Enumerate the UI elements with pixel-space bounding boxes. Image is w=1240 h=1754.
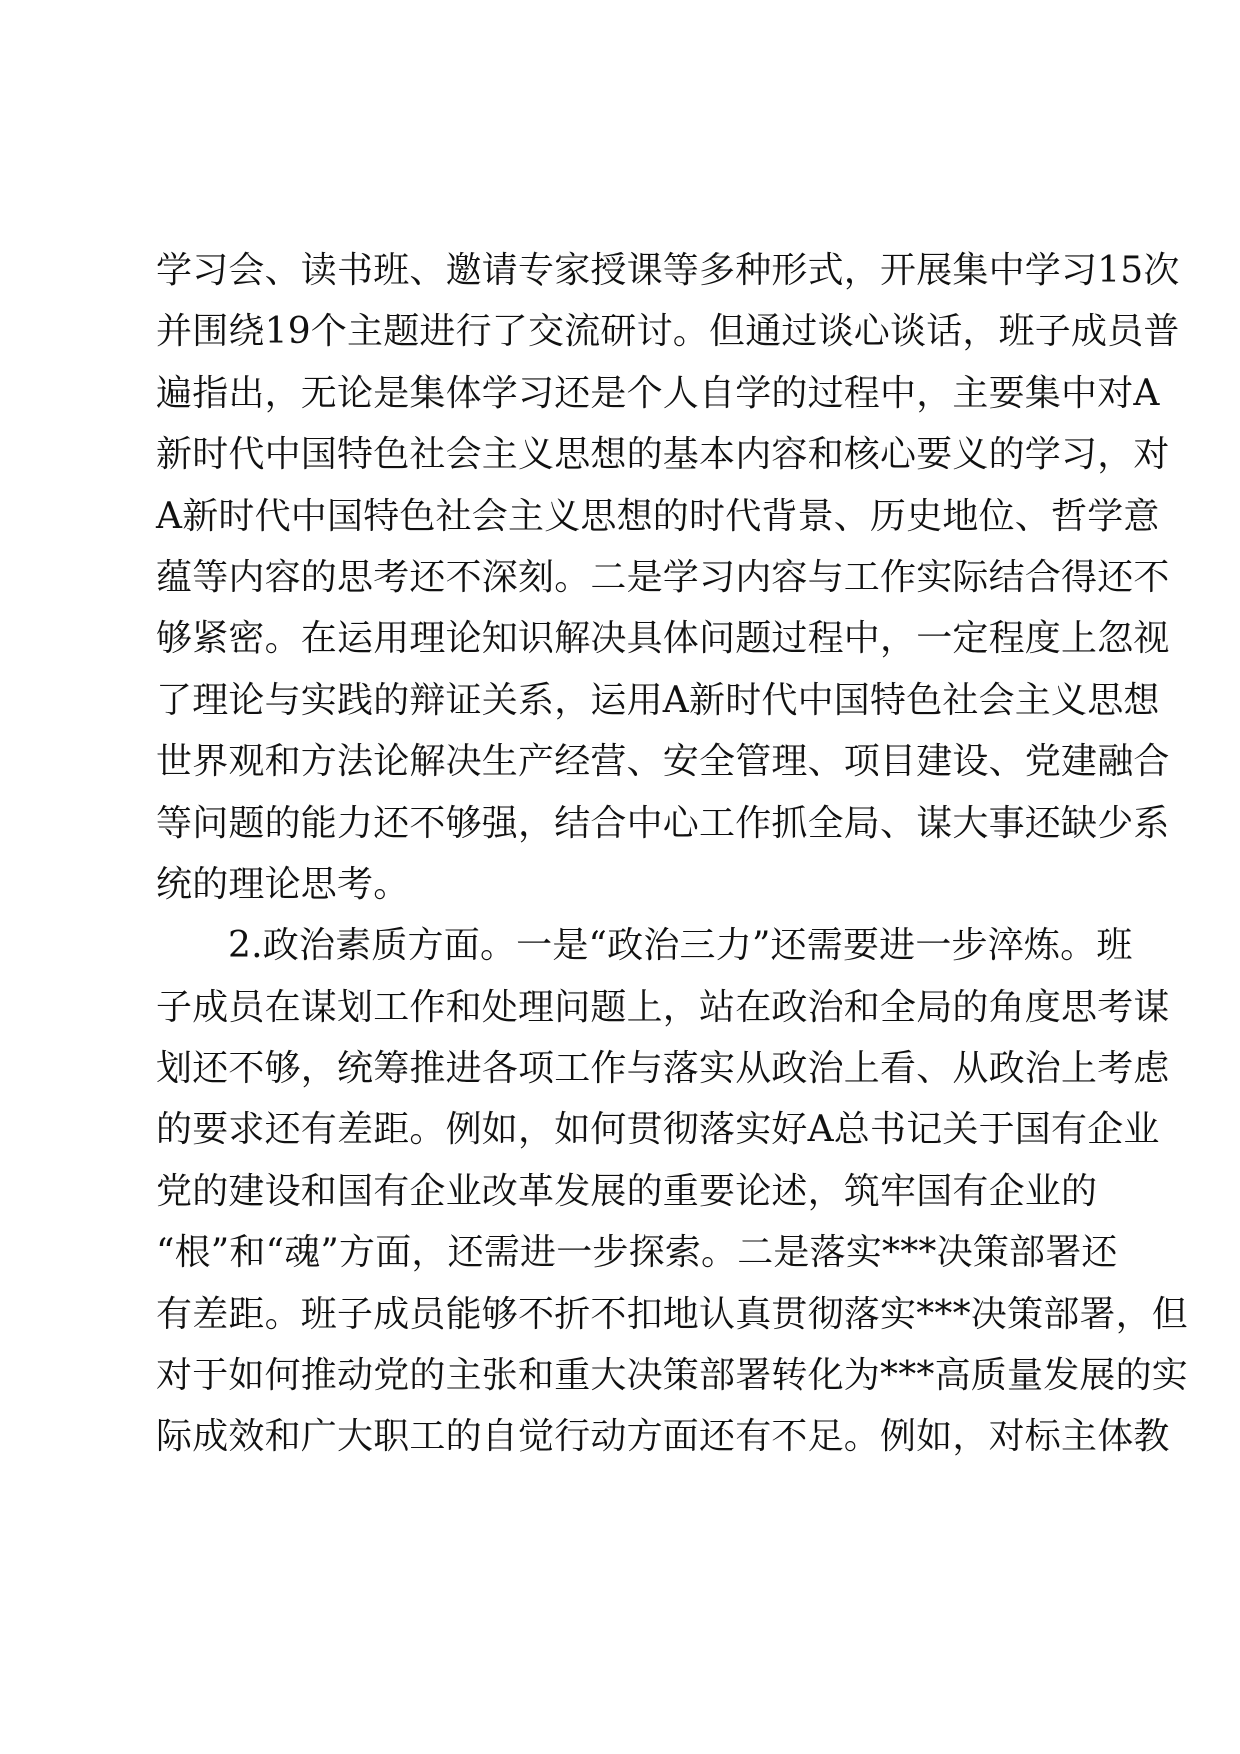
text-line-7: 够紧密。在运用理论知识解决具体问题过程中，一定程度上忽视 — [156, 618, 1170, 660]
text-line-13: 子成员在谋划工作和处理问题上，站在政治和全局的角度思考谋 — [156, 986, 1170, 1028]
text-line-20: 际成效和广大职工的自觉行动方面还有不足。例如，对标主体教 — [156, 1416, 1170, 1458]
text-line-8: 了理论与实践的辩证关系，运用A新时代中国特色社会主义思想 — [156, 679, 1160, 721]
text-line-17: “根”和“魂”方面，还需进一步探索。二是落实***决策部署还 — [156, 1232, 1118, 1274]
text-line-6: 蕴等内容的思考还不深刻。二是学习内容与工作实际结合得还不 — [156, 556, 1170, 598]
paragraph-heading-political: 2.政治素质方面。一是“政治三力”还需要进一步淬炼。班 — [228, 925, 1133, 967]
text-line-18: 有差距。班子成员能够不折不扣地认真贯彻落实***决策部署，但 — [156, 1293, 1189, 1335]
text-line-2: 并围绕19个主题进行了交流研讨。但通过谈心谈话，班子成员普 — [156, 311, 1180, 353]
body-text — [156, 240, 1226, 1468]
text-line-3: 遍指出，无论是集体学习还是个人自学的过程中，主要集中对A — [156, 372, 1160, 414]
text-line-15: 的要求还有差距。例如，如何贯彻落实好A总书记关于国有企业 — [156, 1109, 1160, 1151]
text-line-5: A新时代中国特色社会主义思想的时代背景、历史地位、哲学意 — [156, 495, 1160, 537]
text-line-11: 统的理论思考。 — [156, 863, 410, 905]
text-line-19: 对于如何推动党的主张和重大决策部署转化为***高质量发展的实 — [156, 1355, 1189, 1397]
text-line-1: 学习会、读书班、邀请专家授课等多种形式，开展集中学习15次 — [156, 250, 1180, 291]
text-line-14: 划还不够，统筹推进各项工作与落实从政治上看、从政治上考虑 — [156, 1048, 1170, 1090]
text-line-10: 等问题的能力还不够强，结合中心工作抓全局、谋大事还缺少系 — [156, 802, 1170, 844]
text-line-16: 党的建设和国有企业改革发展的重要论述，筑牢国有企业的 — [156, 1170, 1098, 1212]
text-line-4: 新时代中国特色社会主义思想的基本内容和核心要义的学习，对 — [156, 434, 1170, 476]
text-line-9: 世界观和方法论解决生产经营、安全管理、项目建设、党建融合 — [156, 741, 1170, 783]
